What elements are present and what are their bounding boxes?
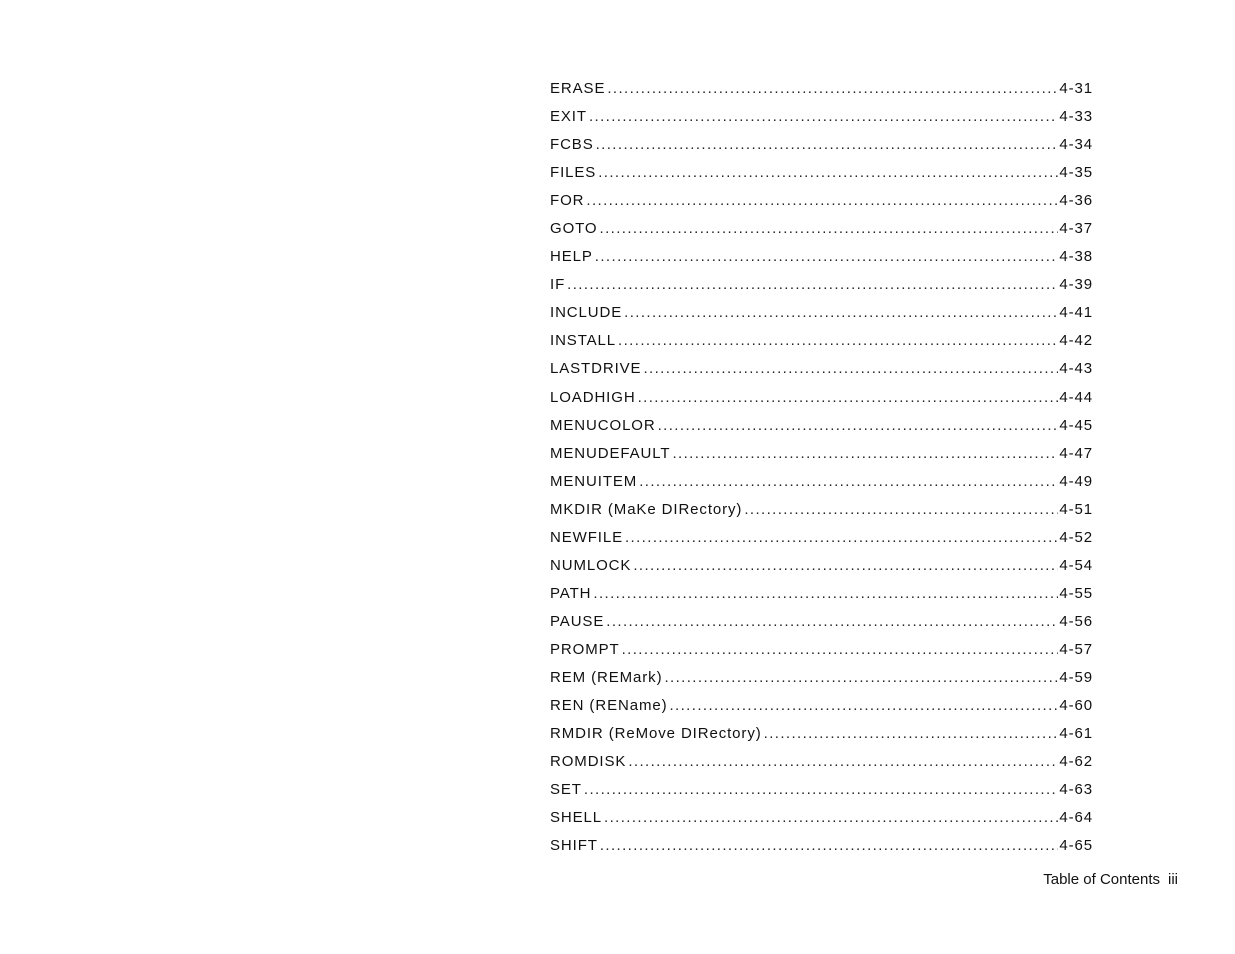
toc-entry-page: 4-38 — [1059, 248, 1093, 266]
toc-dot-leader — [628, 753, 1058, 770]
toc-entry-title: ERASE — [550, 80, 606, 97]
toc-entry[interactable] — [550, 192, 1093, 220]
toc-entry-page: 4-31 — [1059, 80, 1093, 97]
toc-entry-page: 4-36 — [1059, 192, 1093, 210]
toc-dot-leader — [744, 501, 1058, 518]
toc-entry[interactable] — [550, 220, 1093, 248]
toc-entry-title: GOTO — [550, 220, 598, 238]
toc-entry[interactable] — [550, 669, 1093, 697]
toc-dot-leader — [669, 697, 1058, 714]
toc-entry-page: 4-63 — [1059, 781, 1093, 799]
toc-entry-title: REM (REMark) — [550, 668, 663, 686]
toc-dot-leader — [658, 417, 1059, 434]
toc-entry-page: 4-57 — [1059, 640, 1093, 658]
toc-entry-title: MKDIR (MaKe DIRectory) — [550, 500, 743, 518]
toc-entry[interactable] — [550, 697, 1093, 725]
toc-entry-page: 4-37 — [1059, 220, 1093, 238]
toc-entry-page: 4-60 — [1059, 697, 1093, 715]
toc-dot-leader — [624, 304, 1058, 321]
toc-entry-title: SHIFT — [550, 837, 598, 855]
toc-entry[interactable] — [550, 164, 1093, 192]
toc-dot-leader — [596, 136, 1059, 153]
toc-entry-page: 4-51 — [1059, 500, 1093, 518]
footer-page-number: iii — [1168, 871, 1178, 888]
toc-entry-title: SHELL — [550, 809, 603, 827]
toc-entry-title: HELP — [550, 248, 593, 266]
toc-dot-leader — [589, 108, 1058, 125]
toc-entry-title: MENUITEM — [550, 472, 638, 490]
toc-dot-leader — [593, 585, 1058, 602]
toc-entry-title: PROMPT — [550, 640, 620, 658]
toc-entry-title: INSTALL — [550, 332, 617, 350]
toc-entry-title: LOADHIGH — [550, 388, 636, 406]
toc-entry-page: 4-49 — [1059, 472, 1093, 490]
toc-entry[interactable] — [550, 136, 1093, 164]
toc-entry[interactable] — [550, 809, 1093, 837]
toc-entry[interactable] — [550, 389, 1093, 417]
toc-entry[interactable] — [550, 276, 1093, 304]
toc-entry-page: 4-55 — [1059, 584, 1093, 602]
toc-dot-leader — [586, 192, 1058, 209]
toc-entry[interactable] — [550, 360, 1093, 388]
toc-dot-leader — [595, 248, 1059, 265]
toc-dot-leader — [672, 445, 1058, 462]
table-of-contents-list — [550, 80, 1093, 865]
toc-dot-leader — [567, 276, 1058, 293]
toc-entry-page: 4-34 — [1059, 136, 1093, 154]
toc-entry-title: EXIT — [550, 108, 587, 126]
toc-entry-title: NUMLOCK — [550, 556, 632, 574]
toc-entry-title: PAUSE — [550, 612, 605, 630]
toc-entry[interactable] — [550, 753, 1093, 781]
toc-entry[interactable] — [550, 108, 1093, 136]
toc-dot-leader — [607, 80, 1058, 97]
toc-entry[interactable] — [550, 473, 1093, 501]
toc-entry-title: IF — [550, 276, 566, 294]
toc-entry[interactable] — [550, 837, 1093, 865]
toc-entry-page: 4-39 — [1059, 276, 1093, 294]
toc-entry[interactable] — [550, 725, 1093, 753]
footer-section-title: Table of Contents — [1043, 871, 1160, 888]
toc-dot-leader — [618, 332, 1058, 349]
toc-entry-page: 4-61 — [1059, 725, 1093, 743]
toc-entry-title: LASTDRIVE — [550, 360, 642, 378]
toc-dot-leader — [764, 725, 1059, 742]
toc-entry-page: 4-64 — [1059, 809, 1093, 827]
toc-entry-page: 4-35 — [1059, 164, 1093, 182]
toc-dot-leader — [598, 164, 1058, 181]
toc-entry[interactable] — [550, 557, 1093, 585]
toc-entry-title: MENUCOLOR — [550, 416, 656, 434]
toc-entry-page: 4-62 — [1059, 753, 1093, 771]
toc-entry-page: 4-42 — [1059, 332, 1093, 350]
toc-entry-page: 4-65 — [1059, 837, 1093, 855]
toc-entry[interactable] — [550, 529, 1093, 557]
toc-entry[interactable] — [550, 781, 1093, 809]
toc-entry-title: MENUDEFAULT — [550, 444, 671, 462]
toc-entry[interactable] — [550, 304, 1093, 332]
toc-entry-title: NEWFILE — [550, 528, 623, 546]
toc-dot-leader — [639, 473, 1058, 490]
toc-dot-leader — [622, 641, 1059, 658]
toc-entry[interactable] — [550, 613, 1093, 641]
toc-dot-leader — [625, 529, 1058, 546]
toc-dot-leader — [604, 809, 1058, 826]
toc-entry-title: RMDIR (ReMove DIRectory) — [550, 725, 762, 743]
toc-entry-title: FILES — [550, 164, 597, 182]
toc-entry-page: 4-52 — [1059, 528, 1093, 546]
toc-entry-page: 4-56 — [1059, 612, 1093, 630]
toc-entry-title: FCBS — [550, 136, 594, 154]
toc-entry-title: PATH — [550, 584, 592, 602]
toc-dot-leader — [638, 389, 1059, 406]
toc-entry-title: SET — [550, 781, 582, 799]
toc-dot-leader — [600, 837, 1059, 854]
toc-dot-leader — [584, 781, 1059, 798]
toc-entry[interactable] — [550, 332, 1093, 360]
toc-entry-title: FOR — [550, 192, 585, 210]
toc-entry-title: INCLUDE — [550, 304, 623, 322]
toc-dot-leader — [664, 669, 1058, 686]
toc-entry[interactable] — [550, 248, 1093, 276]
toc-entry-page: 4-44 — [1059, 388, 1093, 406]
toc-dot-leader — [606, 613, 1058, 630]
toc-entry[interactable] — [550, 641, 1093, 669]
toc-entry-page: 4-45 — [1059, 416, 1093, 434]
toc-entry-title: REN (REName) — [550, 697, 668, 715]
toc-entry[interactable] — [550, 501, 1093, 529]
toc-dot-leader — [600, 220, 1059, 237]
toc-entry[interactable] — [550, 445, 1093, 473]
toc-entry-page: 4-43 — [1059, 360, 1093, 378]
toc-dot-leader — [633, 557, 1058, 574]
toc-entry-page: 4-59 — [1059, 668, 1093, 686]
toc-entry[interactable] — [550, 80, 1093, 108]
toc-entry[interactable] — [550, 417, 1093, 445]
toc-entry-page: 4-41 — [1059, 304, 1093, 322]
toc-dot-leader — [643, 360, 1058, 377]
toc-entry-title: ROMDISK — [550, 753, 627, 771]
page-footer — [1043, 871, 1178, 888]
toc-entry-page: 4-33 — [1059, 108, 1093, 126]
toc-entry-page: 4-47 — [1059, 444, 1093, 462]
toc-entry-page: 4-54 — [1059, 556, 1093, 574]
toc-entry[interactable] — [550, 585, 1093, 613]
